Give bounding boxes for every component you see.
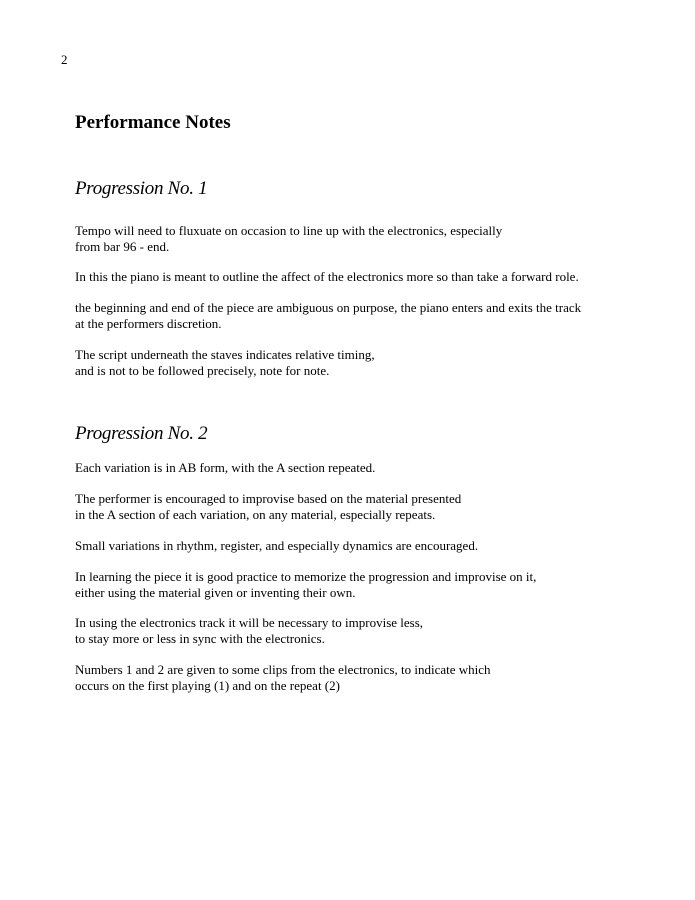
paragraph-learning: In learning the piece it is good practice to memorize the progression and improvise on it, either using the material given or inventing their own.: [75, 569, 537, 600]
paragraph-tempo: Tempo will need to fluxuate on occasion to line up with the electronics, especially from bar 96 - end.: [75, 223, 503, 254]
paragraph-ab-form: Each variation is in AB form, with the A section repeated.: [75, 460, 376, 475]
paragraph-script-timing: The script underneath the staves indicates relative timing, and is not to be followed precisely, note for note.: [75, 347, 375, 378]
paragraph-numbers: Numbers 1 and 2 are given to some clips from the electronics, to indicate which occurs on the first playing (1) and on the repeat (2): [75, 662, 491, 693]
paragraph-beginning-end: the beginning and end of the piece are ambiguous on purpose, the piano enters and exits the track at the performers discretion.: [75, 300, 582, 331]
paragraph-small-variations: Small variations in rhythm, register, and especially dynamics are encouraged.: [75, 538, 479, 553]
section-heading-progression-2: Progression No. 2: [75, 423, 208, 444]
page-title: Performance Notes: [75, 112, 231, 133]
paragraph-electronics-track: In using the electronics track it will be necessary to improvise less, to stay more or less in sync with the electronics.: [75, 615, 424, 646]
page-number: 2: [61, 52, 68, 67]
paragraph-improvise: The performer is encouraged to improvise based on the material presented in the A section of each variation, on any material, especially repeats.: [75, 491, 462, 522]
paragraph-piano-role: In this the piano is meant to outline the affect of the electronics more so than take a forward role.: [75, 269, 579, 284]
section-heading-progression-1: Progression No. 1: [75, 178, 208, 199]
